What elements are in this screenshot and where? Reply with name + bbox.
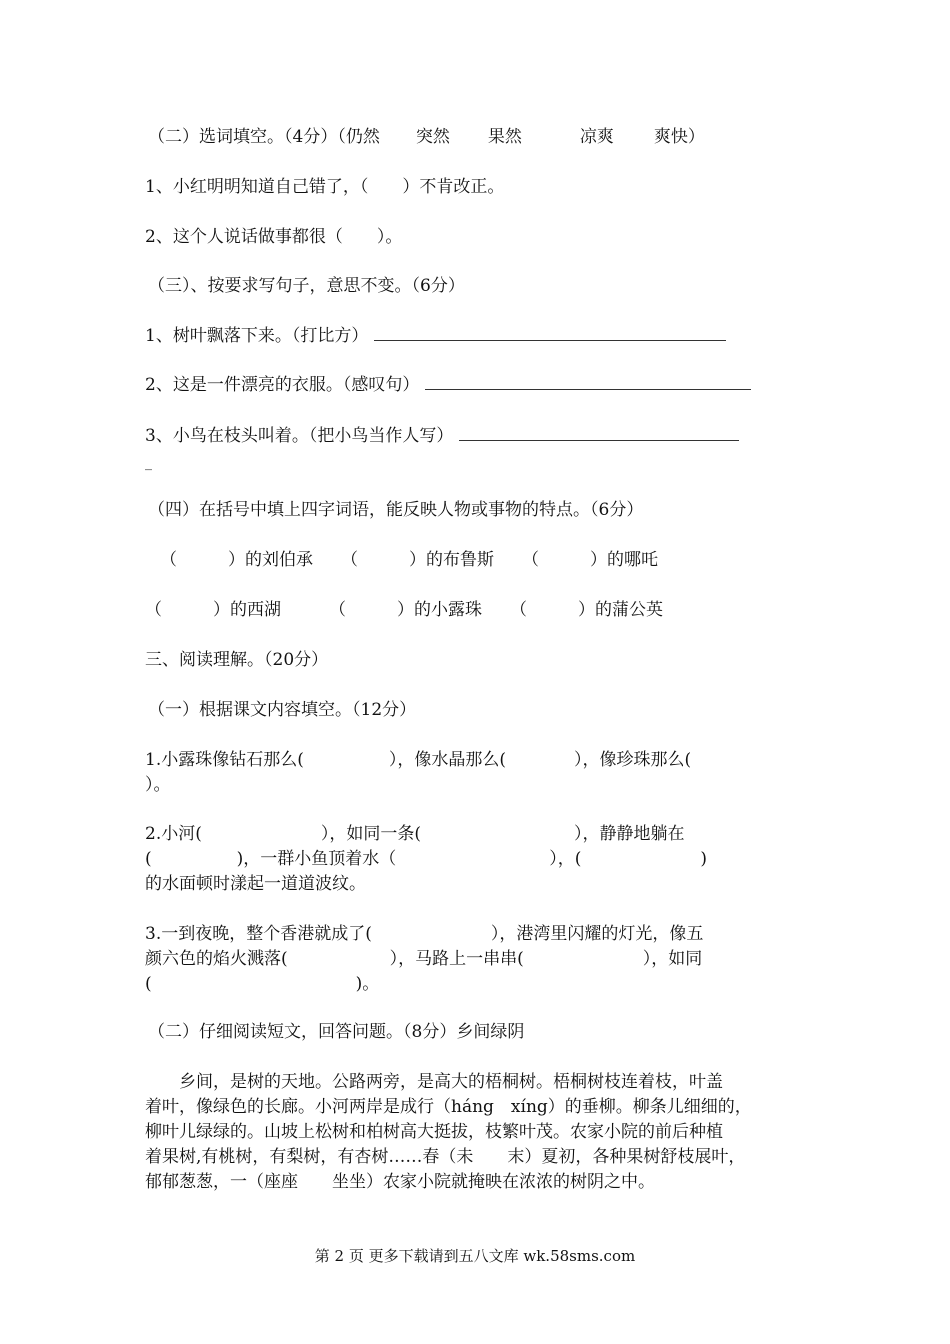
four-char-item: （ ）的小露珠: [329, 600, 482, 620]
fill-word-question-1: 1、小红明明知道自己错了，（ ）不肯改正。: [145, 177, 505, 197]
reading-section-title: 三、阅读理解。（20分）: [145, 650, 329, 670]
word-option: 果然: [487, 127, 522, 147]
rewrite-question-1-text: 1、树叶飘落下来。（打比方）: [145, 326, 369, 346]
four-char-item: （ ）的哪吒: [522, 550, 658, 570]
four-char-section-title: （四）在括号中填上四字词语，能反映人物或事物的特点。（6分）: [148, 500, 644, 520]
passage-line: 着果树,有桃树，有梨树，有杏树……春（未 末）夏初，各种果树舒枝展叶，: [145, 1147, 746, 1167]
reading-fill-3-line: ( )。: [145, 974, 380, 994]
reading-fill-2: [145, 822, 810, 897]
reading-sub2-title: （二）仔细阅读短文，回答问题。（8分）乡间绿阴: [148, 1022, 525, 1042]
reading-fill-3-line: 3.一到夜晚，整个香港就成了( ），港湾里闪耀的灯光，像五: [145, 924, 704, 944]
rewrite-question-1: [145, 324, 726, 348]
rewrite-question-3-text: 3、小鸟在枝头叫着。（把小鸟当作人写）: [145, 426, 454, 446]
four-char-row-2: [145, 598, 663, 622]
reading-fill-2-line: 2.小河( ），如同一条( ），静静地躺在: [145, 824, 685, 844]
word-option: 突然: [415, 127, 450, 147]
reading-passage: [145, 1070, 815, 1195]
four-char-item: （ ）的西湖: [145, 600, 281, 620]
four-char-item: （ ）的布鲁斯: [341, 550, 494, 570]
rewrite-section-title: （三）、按要求写句子，意思不变。（6分）: [148, 276, 465, 296]
reading-fill-1-line: ）。: [145, 775, 171, 795]
rewrite-question-2-text: 2、这是一件漂亮的衣服。（感叹句）: [145, 375, 420, 395]
fill-word-question-2: 2、这个人说话做事都很（ ）。: [145, 227, 403, 247]
four-char-item: （ ）的刘伯承: [160, 550, 313, 570]
passage-line: 乡间，是树的天地。公路两旁，是高大的梧桐树。梧桐树枝连着枝，叶盖: [145, 1072, 723, 1092]
answer-line: [425, 373, 751, 390]
passage-line: 着叶，像绿色的长廊。小河两岸是成行（háng xíng）的垂柳。柳条儿细细的，: [145, 1097, 752, 1117]
passage-line: 柳叶儿绿绿的。山坡上松树和柏树高大挺拔，枝繁叶茂。农家小院的前后种植: [145, 1122, 723, 1142]
answer-line: [374, 324, 726, 341]
word-option: 凉爽: [579, 127, 614, 147]
word-option: 爽快）: [653, 127, 705, 147]
reading-fill-2-line: ( )，一群小鱼顶着水（ ），( ): [145, 849, 708, 869]
reading-fill-3: [145, 922, 810, 997]
four-char-item: （ ）的蒲公英: [510, 600, 663, 620]
page-footer: 第 2 页 更多下载请到五八文库 wk.58sms.com: [314, 1247, 636, 1265]
passage-line: 郁郁葱葱，一（座座 坐坐）农家小院就掩映在浓浓的树阴之中。: [145, 1172, 655, 1192]
fill-word-section-title: [148, 125, 705, 149]
reading-fill-2-line: 的水面顿时漾起一道道波纹。: [145, 874, 366, 894]
fill-word-title-text: （二）选词填空。（4分）（仍然: [148, 127, 380, 147]
reading-sub1-title: （一）根据课文内容填空。（12分）: [148, 700, 417, 720]
answer-line-continuation: _: [145, 455, 152, 471]
rewrite-question-2: [145, 373, 751, 397]
reading-fill-3-line: 颜六色的焰火溅落( ），马路上一串串( ），如同: [145, 949, 703, 969]
four-char-row-1: [160, 548, 658, 572]
answer-line: [459, 424, 739, 441]
rewrite-question-3: [145, 424, 739, 448]
reading-fill-1-line: 1.小露珠像钻石那么( ），像水晶那么( ），像珍珠那么(: [145, 750, 692, 770]
reading-fill-1: [145, 748, 810, 798]
